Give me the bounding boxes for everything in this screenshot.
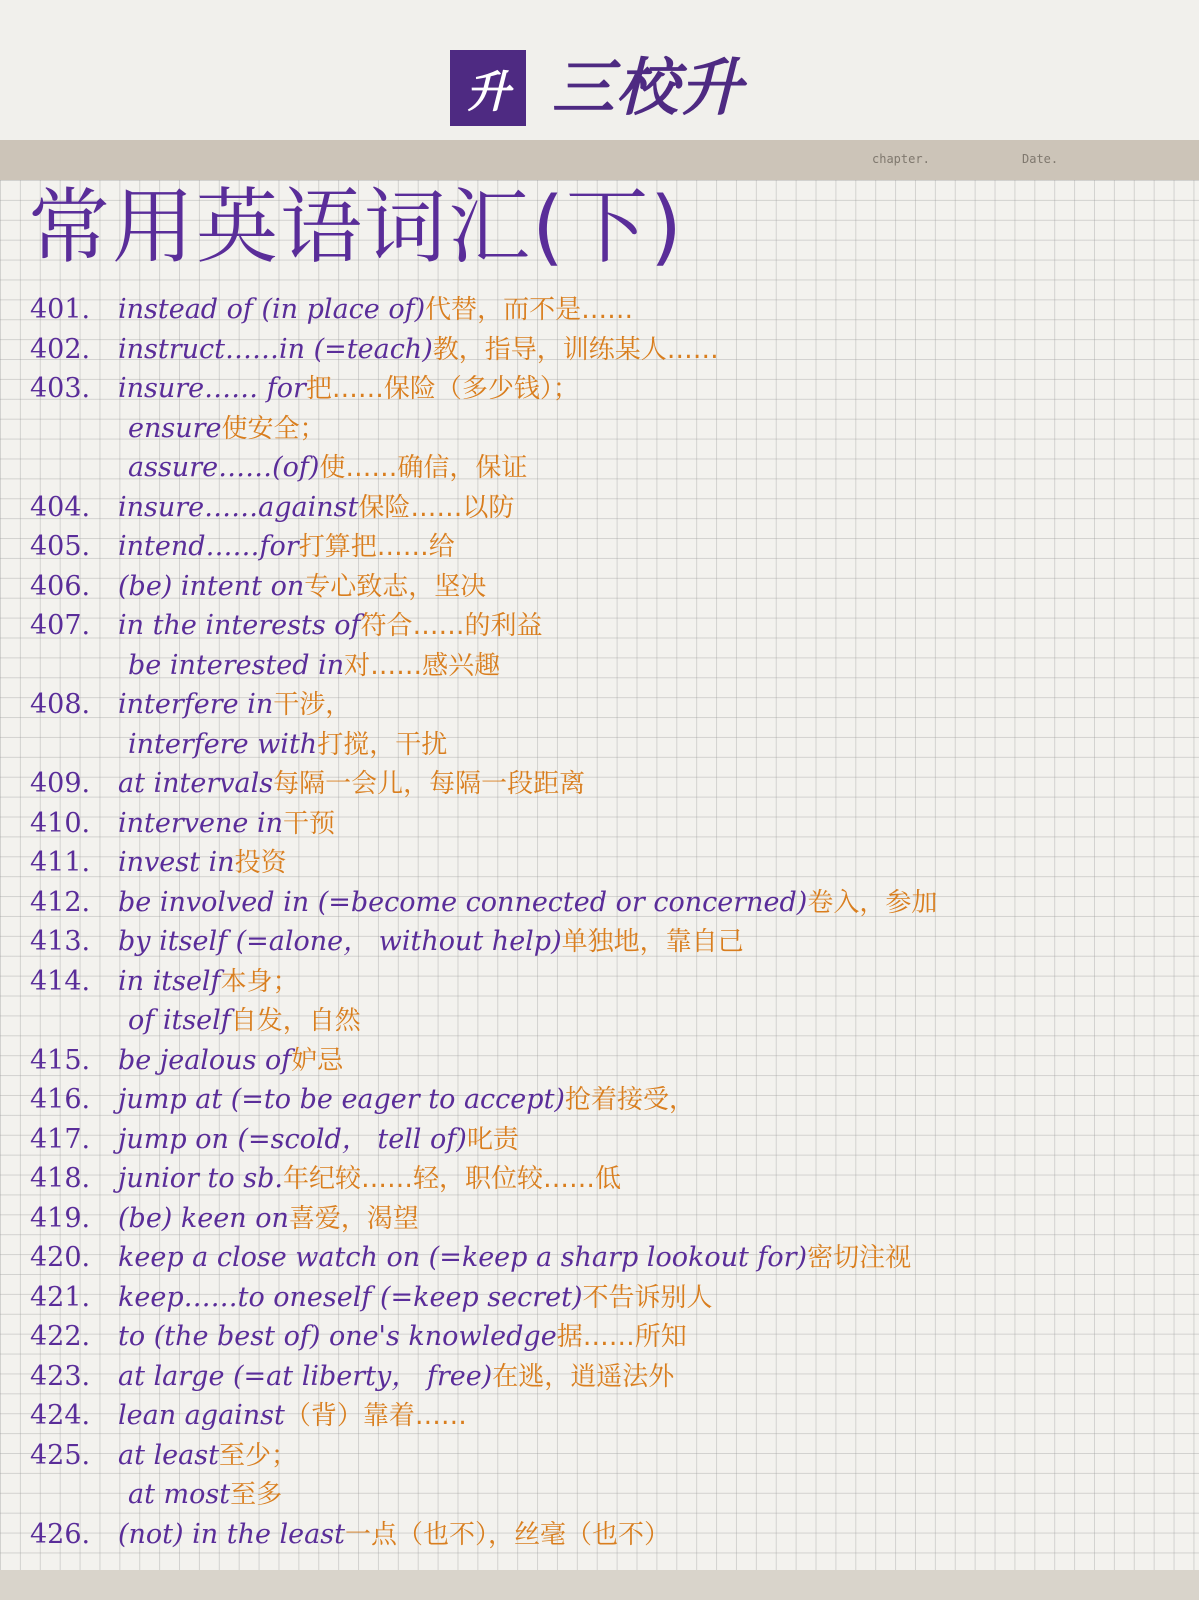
list-item xyxy=(30,290,1180,330)
entry-english: be interested in xyxy=(128,649,345,681)
entry-english: in the interests of xyxy=(118,610,361,641)
entry-english: jump on (=scold， tell of) xyxy=(118,1123,467,1155)
entry-english: instead of (in place of) xyxy=(118,294,426,325)
entry-english: interfere in xyxy=(118,689,274,720)
entry-english: invest in xyxy=(118,847,235,878)
entry-english: lean against xyxy=(118,1400,285,1431)
list-item xyxy=(30,1080,1180,1120)
entry-english: of itself xyxy=(128,1005,231,1036)
entry-chinese: 打搅，干扰 xyxy=(317,729,448,760)
entry-english: ensure xyxy=(128,412,222,444)
list-item xyxy=(30,330,1180,370)
list-item xyxy=(30,764,1180,804)
entry-english: keep a close watch on (=keep a sharp lookout for) xyxy=(118,1242,808,1273)
list-item xyxy=(30,1278,1180,1318)
list-item xyxy=(30,369,1180,409)
list-item xyxy=(30,567,1180,607)
entry-english: insure…… for xyxy=(118,373,306,404)
entry-number: 410. xyxy=(30,807,91,839)
entry-english: (be) intent on xyxy=(118,570,305,602)
list-item xyxy=(30,1238,1180,1278)
list-item xyxy=(30,883,1180,923)
list-item xyxy=(30,646,1180,686)
entry-number: 419. xyxy=(30,1202,91,1234)
entry-chinese: 不告诉别人 xyxy=(582,1282,713,1313)
header-band xyxy=(0,140,1199,180)
list-item xyxy=(30,409,1180,449)
entry-chinese: 至多 xyxy=(230,1480,283,1510)
entry-english: at large (=at liberty， free) xyxy=(118,1360,493,1392)
list-item xyxy=(30,843,1180,883)
entry-number: 403. xyxy=(30,373,91,404)
entry-english: to (the best of) one's knowledge xyxy=(118,1321,557,1352)
page-title: 常用英语词汇(下) xyxy=(28,180,684,275)
entry-chinese: 教，指导，训练某人…… xyxy=(432,334,719,365)
entry-chinese: 卷入，参加 xyxy=(807,887,938,918)
entry-number: 420. xyxy=(30,1242,91,1273)
entry-number: 409. xyxy=(30,768,91,799)
entry-number: 421. xyxy=(30,1281,91,1313)
entry-chinese: 打算把……给 xyxy=(298,532,455,562)
entry-chinese: 对……感兴趣 xyxy=(344,650,501,681)
entry-chinese: 喜爱，渴望 xyxy=(288,1203,419,1234)
entry-chinese: 符合……的利益 xyxy=(360,611,543,641)
list-item xyxy=(30,448,1180,488)
entry-number: 417. xyxy=(30,1123,91,1155)
entry-number: 413. xyxy=(30,926,91,957)
brand-logo-icon: 升 xyxy=(450,50,526,126)
entry-chinese: 本身； xyxy=(220,966,299,997)
list-item xyxy=(30,1357,1180,1397)
entry-chinese: 投资 xyxy=(234,848,287,878)
entry-english: assure……(of) xyxy=(128,452,320,483)
entry-number: 414. xyxy=(30,965,91,997)
entry-number: 407. xyxy=(30,610,91,641)
brand-name: 三校升 xyxy=(552,51,745,124)
entry-english: intend……for xyxy=(118,531,299,562)
entry-english: be involved in (=become connected or concerned) xyxy=(118,886,808,918)
entry-number: 426. xyxy=(30,1518,91,1550)
list-item xyxy=(30,1515,1180,1555)
entry-chinese: 至少； xyxy=(218,1440,297,1471)
footer-band xyxy=(0,1570,1199,1600)
entry-english: at least xyxy=(118,1439,219,1471)
entry-english: intervene in xyxy=(118,807,283,839)
entry-english: (not) in the least xyxy=(118,1518,345,1550)
entry-chinese: 把……保险（多少钱）； xyxy=(305,374,579,404)
entry-chinese: 妒忌 xyxy=(291,1045,344,1076)
entry-number: 405. xyxy=(30,531,91,562)
entry-chinese: 年纪较……轻，职位较……低 xyxy=(282,1164,621,1194)
entry-number: 406. xyxy=(30,570,91,602)
entry-chinese: 单独地，靠自己 xyxy=(561,927,744,957)
entry-chinese: 密切注视 xyxy=(807,1243,912,1273)
date-label: Date. xyxy=(1022,152,1059,166)
entry-chinese: 干预 xyxy=(282,808,335,839)
entry-chinese: 代替，而不是…… xyxy=(425,295,634,325)
entry-chinese: 使安全； xyxy=(221,413,326,444)
entry-number: 418. xyxy=(30,1163,91,1194)
entry-chinese: 保险……以防 xyxy=(358,492,515,523)
entry-number: 415. xyxy=(30,1044,91,1076)
entry-number: 425. xyxy=(30,1439,91,1471)
entry-english: junior to sb. xyxy=(118,1163,283,1194)
list-item xyxy=(30,1159,1180,1199)
list-item xyxy=(30,1001,1180,1041)
list-item xyxy=(30,1317,1180,1357)
entry-number: 411. xyxy=(30,847,91,878)
list-item xyxy=(30,922,1180,962)
entry-english: jump at (=to be eager to accept) xyxy=(118,1084,565,1115)
list-item xyxy=(30,1396,1180,1436)
list-item xyxy=(30,685,1180,725)
entry-number: 416. xyxy=(30,1084,91,1115)
entry-english: at intervals xyxy=(118,768,274,799)
entry-chinese: （背）靠着…… xyxy=(284,1401,467,1431)
list-item xyxy=(30,1120,1180,1160)
entry-english: insure……against xyxy=(118,491,359,523)
list-item xyxy=(30,527,1180,567)
entry-chinese: 干涉， xyxy=(273,690,352,720)
entry-chinese: 使……确信，保证 xyxy=(319,453,528,483)
entry-chinese: 一点（也不），丝毫（也不） xyxy=(344,1519,670,1550)
vocabulary-list xyxy=(30,290,1180,1554)
list-item xyxy=(30,804,1180,844)
entry-english: at most xyxy=(128,1479,231,1510)
entry-chinese: 专心致志，坚决 xyxy=(304,571,487,602)
entry-english: by itself (=alone， without help) xyxy=(118,926,562,957)
list-item xyxy=(30,962,1180,1002)
list-item xyxy=(30,725,1180,765)
entry-chinese: 自发，自然 xyxy=(230,1006,361,1036)
list-item xyxy=(30,488,1180,528)
entry-english: keep……to oneself (=keep secret) xyxy=(118,1281,583,1313)
entry-number: 412. xyxy=(30,886,91,918)
entry-english: instruct……in (=teach) xyxy=(118,333,433,365)
entry-number: 402. xyxy=(30,333,91,365)
entry-number: 422. xyxy=(30,1321,91,1352)
entry-chinese: 叱责 xyxy=(466,1124,519,1155)
entry-english: be jealous of xyxy=(118,1044,292,1076)
list-item xyxy=(30,1041,1180,1081)
entry-english: interfere with xyxy=(128,728,318,760)
entry-number: 404. xyxy=(30,491,91,523)
list-item xyxy=(30,1199,1180,1239)
list-item xyxy=(30,1436,1180,1476)
entry-number: 424. xyxy=(30,1400,91,1431)
list-item xyxy=(30,606,1180,646)
entry-chinese: 每隔一会儿，每隔一段距离 xyxy=(273,769,586,799)
entry-chinese: 抢着接受， xyxy=(564,1085,695,1115)
entry-number: 423. xyxy=(30,1360,91,1392)
entry-english: (be) keen on xyxy=(118,1202,289,1234)
chapter-label: chapter. xyxy=(872,152,930,166)
entry-number: 401. xyxy=(30,294,91,325)
entry-chinese: 在逃，逍遥法外 xyxy=(492,1361,675,1392)
entry-number: 408. xyxy=(30,689,91,720)
entry-chinese: 据……所知 xyxy=(556,1322,687,1352)
entry-english: in itself xyxy=(118,965,221,997)
list-item xyxy=(30,1475,1180,1515)
